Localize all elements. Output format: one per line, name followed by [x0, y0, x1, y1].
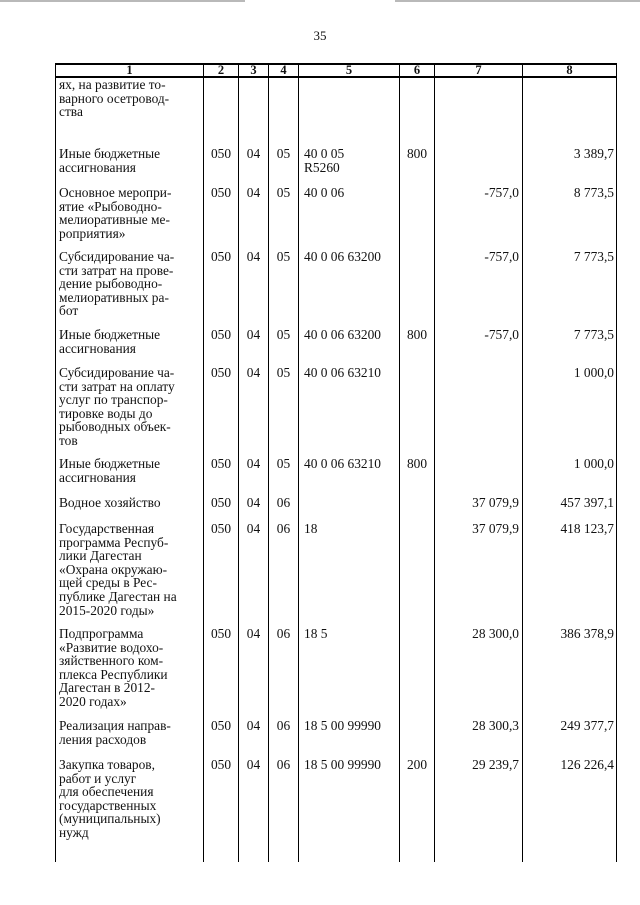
row-ved: 050: [210, 146, 232, 161]
row-rz: 04: [246, 327, 261, 342]
row-change: 28 300,0: [472, 626, 519, 641]
row-csr: 40 0 06: [304, 185, 345, 200]
row-name: Закупка товаров, работ и услуг для обеспечения государственных (муниципальных) нужд: [59, 757, 161, 840]
row-rz: 04: [246, 495, 261, 510]
row-name: Субсидирование ча- сти затрат на оплату услуг по транспор- тировке воды до рыбоводных объек- тов: [59, 365, 175, 448]
col-header-8: 8: [523, 64, 617, 77]
col-header-5: 5: [299, 64, 400, 77]
row-pr: 05: [276, 327, 291, 342]
row-name: Иные бюджетные ассигнования: [59, 327, 161, 356]
row-pr: 06: [276, 626, 291, 641]
row-total: 249 377,7: [560, 718, 614, 733]
row-rz: 04: [246, 757, 261, 772]
row-change: 37 079,9: [472, 521, 519, 536]
table-row: [56, 522, 617, 627]
row-name: Иные бюджетные ассигнования: [59, 456, 161, 485]
row-pr: 06: [276, 718, 291, 733]
row-ved: 050: [210, 521, 232, 536]
row-change: 29 239,7: [472, 757, 519, 772]
scan-edge-left: [0, 0, 245, 2]
row-rz: 04: [246, 249, 261, 264]
row-rz: 04: [246, 185, 261, 200]
row-rz: 04: [246, 456, 261, 471]
row-total: 8 773,5: [573, 185, 614, 200]
row-total: 7 773,5: [573, 327, 614, 342]
table-row: [56, 627, 617, 719]
table-row: [56, 457, 617, 496]
row-name: Государственная программа Респуб- лики Дагестан «Охрана окружаю- щей среды в Рес- публике Дагестан на 2015-2020 годы»: [59, 521, 177, 618]
row-vr: 800: [406, 146, 428, 161]
row-csr: 40 0 06 63200: [304, 327, 381, 342]
row-change: -757,0: [484, 249, 519, 264]
row-csr: 18: [304, 521, 318, 536]
row-csr: 40 0 06 63210: [304, 365, 381, 380]
row-total: 1 000,0: [573, 365, 614, 380]
row-pr: 05: [276, 185, 291, 200]
row-rz: 04: [246, 521, 261, 536]
row-ved: 050: [210, 718, 232, 733]
row-rz: 04: [246, 718, 261, 733]
col-header-6: 6: [400, 64, 435, 77]
row-name: Субсидирование ча- сти затрат на прове- дение рыбоводно- мелиоративных ра- бот: [59, 249, 175, 319]
row-ved: 050: [210, 495, 232, 510]
row-rz: 04: [246, 626, 261, 641]
row-ved: 050: [210, 327, 232, 342]
row-total: 386 378,9: [560, 626, 614, 641]
row-csr: 40 0 06 63200: [304, 249, 381, 264]
row-total: 1 000,0: [573, 456, 614, 471]
row-vr: 800: [406, 456, 428, 471]
table-row: [56, 77, 617, 147]
row-total: 457 397,1: [560, 495, 614, 510]
row-ved: 050: [210, 365, 232, 380]
row-name: Водное хозяйство: [59, 495, 161, 510]
col-header-2: 2: [204, 64, 239, 77]
row-total: 3 389,7: [573, 146, 614, 161]
col-header-7: 7: [435, 64, 523, 77]
row-pr: 05: [276, 146, 291, 161]
page-number: 35: [313, 28, 327, 43]
scan-edge-right: [395, 0, 640, 2]
row-pr: 06: [276, 521, 291, 536]
row-pr: 05: [276, 249, 291, 264]
row-csr: 40 0 05 R5260: [304, 146, 345, 175]
table-row: [56, 186, 617, 250]
row-total: 7 773,5: [573, 249, 614, 264]
row-pr: 06: [276, 757, 291, 772]
row-ved: 050: [210, 456, 232, 471]
table-row: [56, 328, 617, 366]
row-ved: 050: [210, 185, 232, 200]
col-header-1: 1: [56, 64, 204, 77]
row-csr: 18 5 00 99990: [304, 718, 381, 733]
row-rz: 04: [246, 146, 261, 161]
table-row: [56, 719, 617, 758]
row-rz: 04: [246, 365, 261, 380]
row-pr: 06: [276, 495, 291, 510]
table-row: [56, 366, 617, 457]
table-row: [56, 147, 617, 186]
col-header-4: 4: [269, 64, 299, 77]
row-csr: 18 5 00 99990: [304, 757, 381, 772]
table-row: [56, 758, 617, 862]
table-row: [56, 496, 617, 522]
budget-table: [55, 63, 617, 862]
row-vr: 800: [406, 327, 428, 342]
row-name: Реализация направ- ления расходов: [59, 718, 171, 747]
row-ved: 050: [210, 626, 232, 641]
row-name: Иные бюджетные ассигнования: [59, 146, 161, 175]
row-change: -757,0: [484, 185, 519, 200]
row-total: 418 123,7: [560, 521, 614, 536]
row-name: Подпрограмма «Развитие водохо- зяйственного ком- плекса Республики Дагестан в 2012- 2020 годах»: [59, 626, 168, 709]
column-number-row: [56, 64, 617, 77]
row-csr: 40 0 06 63210: [304, 456, 381, 471]
row-change: 28 300,3: [472, 718, 519, 733]
row-pr: 05: [276, 365, 291, 380]
row-vr: 200: [406, 757, 428, 772]
col-header-3: 3: [239, 64, 269, 77]
row-change: -757,0: [484, 327, 519, 342]
row-pr: 05: [276, 456, 291, 471]
row-name: Основное меропри- ятие «Рыбоводно- мелиоративные ме- роприятия»: [59, 185, 172, 241]
row-change: 37 079,9: [472, 495, 519, 510]
row-csr: 18 5: [304, 626, 328, 641]
row-ved: 050: [210, 757, 232, 772]
row-name: ях, на развитие то- варного осетровод- ства: [59, 77, 170, 120]
row-total: 126 226,4: [560, 757, 614, 772]
row-ved: 050: [210, 249, 232, 264]
table-row: [56, 250, 617, 328]
